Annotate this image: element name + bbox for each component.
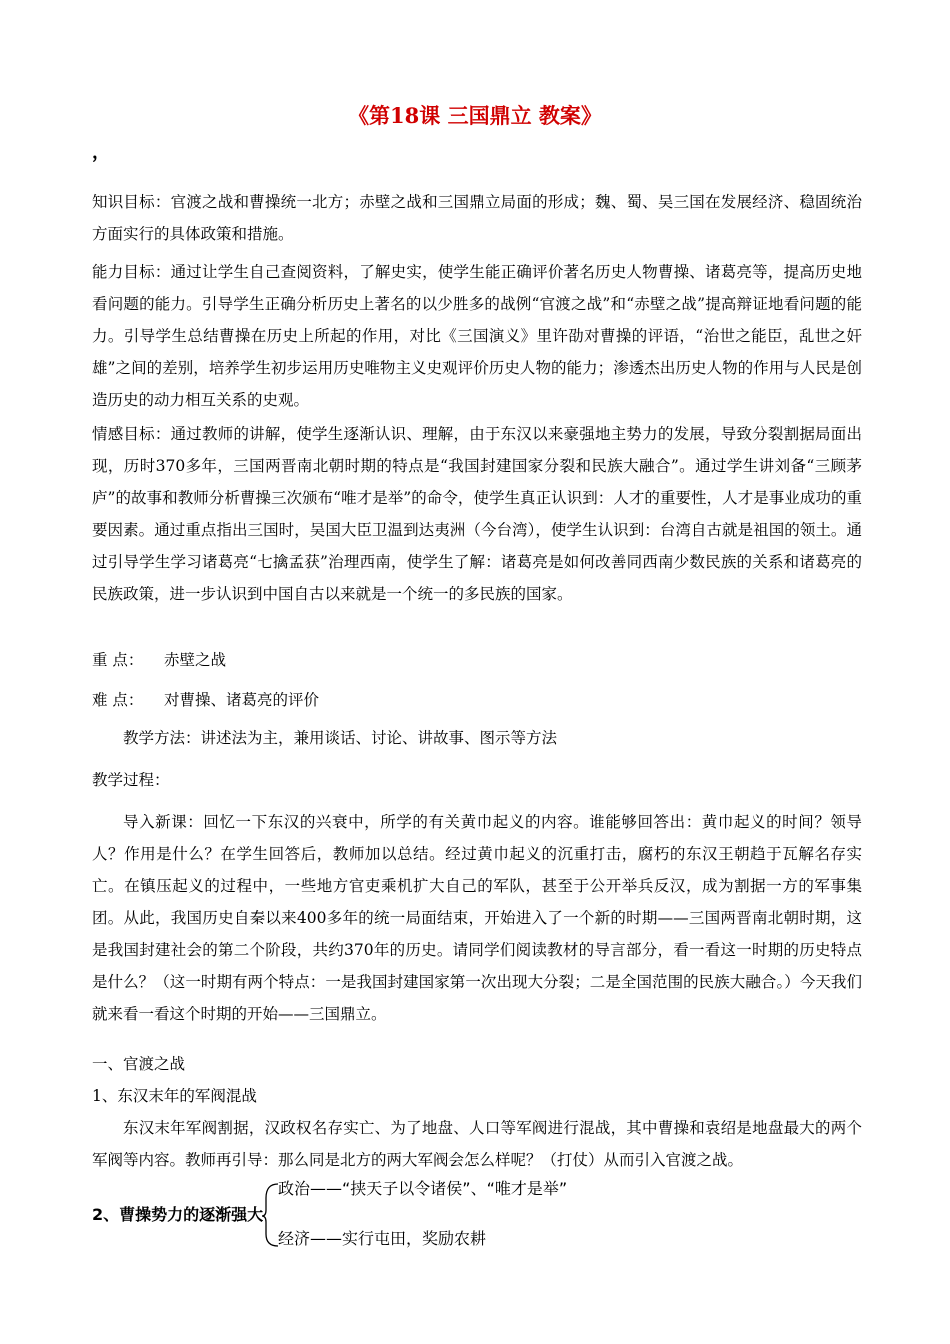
- diagram-economy: 经济——实行屯田，奖励农耕: [278, 1229, 487, 1248]
- emotion-goal: 情感目标：通过教师的讲解，使学生逐渐认识、理解，由于东汉以来豪强地主势力的发展，导致分裂割据局面出现，历时370多年，三国两晋南北朝时期的特点是“我国封建国家分裂和民族大融合”。通过学生讲刘备“三顾茅庐”的故事和教师分析曹操三次颁布“唯才是举”的命令，使学生真正认识到：人才的重要性，人才是事业成功的重要因素。通过重点指出三国时，吴国大臣卫温到达夷洲（今台湾），使学生认识到：台湾自古就是祖国的领土。通过引导学生学习诸葛亮“七擒孟获”治理西南，使学生了解：诸葛亮是如何改善同西南少数民族的关系和诸葛亮的民族政策，进一步认识到中国自古以来就是一个统一的多民族的国家。: [92, 425, 862, 603]
- sub-paragraph: 东汉末年军阀割据，汉政权名存实亡、为了地盘、人口等军阀进行混战，其中曹操和袁绍是地盘最大的两个军阀等内容。教师再引导：那么同是北方的两大军阀会怎么样呢？（打仗）从而引入官渡之战。: [92, 1119, 862, 1169]
- difficult-point: [92, 684, 862, 716]
- sub-heading: 1、东汉末年的军阀混战: [92, 1087, 257, 1105]
- key-point-label: 重 点：: [92, 651, 144, 669]
- cao-cao-diagram: [92, 1172, 612, 1262]
- intro-paragraph: 导入新课：回忆一下东汉的兴衰中，所学的有关黄巾起义的内容。谁能够回答出：黄巾起义的时间？领导人？作用是什么？在学生回答后，教师加以总结。经过黄巾起义的沉重打击，腐朽的东汉王朝趋于瓦解名存实亡。在镇压起义的过程中，一些地方官吏乘机扩大自己的军队，甚至于公开举兵反汉，成为割据一方的军事集团。从此，我国历史自秦以来400多年的统一局面结束，开始进入了一个新的时期——三国两晋南北朝时期，这是我国封建社会的第二个阶段，共约370年的历史。请同学们阅读教材的导言部分，看一看这一时期的历史特点是什么？（这一时期有两个特点：一是我国封建国家第一次出现大分裂；二是全国范围的民族大融合。）今天我们就来看一看这个时期的开始——三国鼎立。: [92, 813, 862, 1023]
- stray-comma: ，: [92, 142, 110, 163]
- ability-goal: 能力目标：通过让学生自己查阅资料，了解史实，使学生能正确评价著名历史人物曹操、诸葛亮等，提高历史地看问题的能力。引导学生正确分析历史上著名的以少胜多的战例“官渡之战”和“赤壁之战”提高辩证地看问题的能力。引导学生总结曹操在历史上所起的作用，对比《三国演义》里许劭对曹操的评语，“治世之能臣，乱世之奸雄”之间的差别，培养学生初步运用历史唯物主义史观评价历史人物的能力；渗透杰出历史人物的作用与人民是创造历史的动力相互关系的史观。: [92, 263, 862, 409]
- key-point-value: 赤壁之战: [164, 651, 227, 669]
- diagram-label: 2、曹操势力的逐渐强大: [92, 1205, 264, 1224]
- diagram-politics: 政治——“挟天子以令诸侯”、“唯才是举”: [278, 1179, 568, 1198]
- difficult-point-label: 难 点：: [92, 691, 144, 709]
- teaching-process: 教学过程：: [92, 771, 170, 789]
- difficult-point-value: 对曹操、诸葛亮的评价: [164, 691, 320, 709]
- teaching-method: 教学方法：讲述法为主，兼用谈话、讨论、讲故事、图示等方法: [123, 729, 558, 747]
- section-heading: 一、官渡之战: [92, 1055, 186, 1073]
- key-point: [92, 644, 862, 676]
- page-title: 《第18课 三国鼎立 教案》: [348, 103, 602, 128]
- knowledge-goal: 知识目标：官渡之战和曹操统一北方；赤壁之战和三国鼎立局面的形成；魏、蜀、吴三国在发展经济、稳固统治方面实行的具体政策和措施。: [92, 193, 862, 243]
